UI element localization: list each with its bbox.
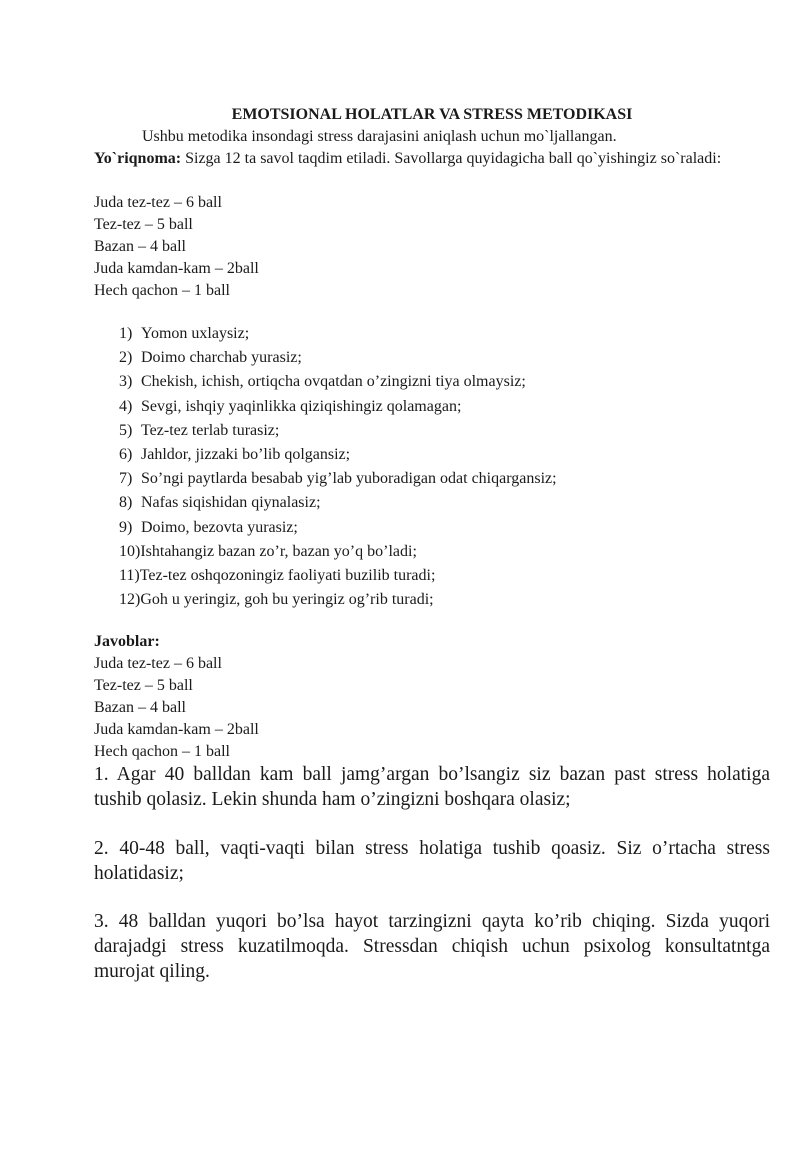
question-text: Doimo charchab yurasiz; <box>141 349 302 367</box>
scale-item: Juda kamdan-kam – 2ball <box>94 260 259 277</box>
question-number: 11) <box>119 567 140 585</box>
question-text: Tez-tez oshqozoningiz faoliyati buzilib turadi; <box>139 567 436 585</box>
scale-item: Juda kamdan-kam – 2ball <box>94 721 259 738</box>
question-text: So’ngi paytlarda besabab yig’lab yuboradigan odat chiqargansiz; <box>141 470 557 488</box>
question-item <box>119 588 769 612</box>
question-number: 9) <box>119 518 133 536</box>
instruction-paragraph <box>94 148 770 170</box>
question-text: Nafas siqishidan qiynalasiz; <box>141 494 321 512</box>
result-paragraph: 1. Agar 40 balldan kam ball jamg’argan bo’lsangiz siz bazan past stress holatiga tushib qolasiz. Lekin shunda ham o’zingizni boshqara olasiz; <box>94 764 770 810</box>
scale-item: Juda tez-tez – 6 ball <box>94 194 222 211</box>
question-number: 6) <box>119 446 133 464</box>
scale-item: Tez-tez – 5 ball <box>94 216 193 233</box>
question-number: 4) <box>119 397 133 415</box>
instruction-text: Sizga 12 ta savol taqdim etiladi. Savollarga quyidagicha ball qo`yishingiz so`raladi: <box>181 150 722 167</box>
question-text: Ishtahangiz bazan zo’r, bazan yo’q bo’ladi; <box>140 542 417 560</box>
scale-item: Juda tez-tez – 6 ball <box>94 655 222 672</box>
instruction-label: Yo`riqnoma: <box>94 150 182 167</box>
question-item <box>119 516 769 540</box>
scale-item: Bazan – 4 ball <box>94 238 186 255</box>
question-item <box>119 467 769 491</box>
scale-item: Hech qachon – 1 ball <box>94 743 230 760</box>
question-text: Doimo, bezovta yurasiz; <box>141 518 298 536</box>
question-number: 10) <box>119 542 141 560</box>
question-item <box>119 564 769 588</box>
result-paragraph: 3. 48 balldan yuqori bo’lsa hayot tarzingizni qayta ko’rib chiqing. Sizda yuqori darajadgi stress kuzatilmoqda. Stressdan chiqish uchun psixolog konsultatntga murojat qiling. <box>94 911 770 982</box>
result-paragraph: 2. 40-48 ball, vaqti-vaqti bilan stress holatiga tushib qoasiz. Siz o’rtacha stress holatidasiz; <box>94 838 770 884</box>
question-item <box>119 346 769 370</box>
question-item <box>119 419 769 443</box>
answers-heading: Javoblar: <box>94 633 160 650</box>
scale-item: Hech qachon – 1 ball <box>94 282 230 299</box>
question-number: 2) <box>119 349 133 367</box>
question-number: 8) <box>119 494 133 512</box>
intro-paragraph: Ushbu metodika insondagi stress darajasini aniqlash uchun mo`ljallangan. <box>142 128 617 145</box>
question-text: Yomon uxlaysiz; <box>141 325 250 342</box>
question-list <box>119 322 769 612</box>
scale-item: Tez-tez – 5 ball <box>94 677 193 694</box>
question-text: Tez-tez terlab turasiz; <box>141 421 280 439</box>
scale-item: Bazan – 4 ball <box>94 699 186 716</box>
question-number: 3) <box>119 373 133 391</box>
question-number: 12) <box>119 591 141 609</box>
question-item <box>119 540 769 564</box>
question-item <box>119 322 769 346</box>
question-number: 1) <box>119 325 133 342</box>
question-number: 7) <box>119 470 133 488</box>
question-text: Goh u yeringiz, goh bu yeringiz og’rib turadi; <box>140 591 434 609</box>
question-text: Jahldor, jizzaki bo’lib qolgansiz; <box>141 446 351 464</box>
question-text: Sevgi, ishqiy yaqinlikka qiziqishingiz qolamagan; <box>141 397 462 415</box>
question-item <box>119 370 769 394</box>
question-item <box>119 491 769 515</box>
question-item <box>119 443 769 467</box>
question-text: Chekish, ichish, ortiqcha ovqatdan o’zingizni tiya olmaysiz; <box>141 373 526 391</box>
question-item <box>119 395 769 419</box>
answers-scale <box>94 653 770 763</box>
scoring-scale <box>94 192 770 302</box>
question-number: 5) <box>119 421 133 439</box>
document-title: EMOTSIONAL HOLATLAR VA STRESS METODIKASI <box>231 106 633 123</box>
